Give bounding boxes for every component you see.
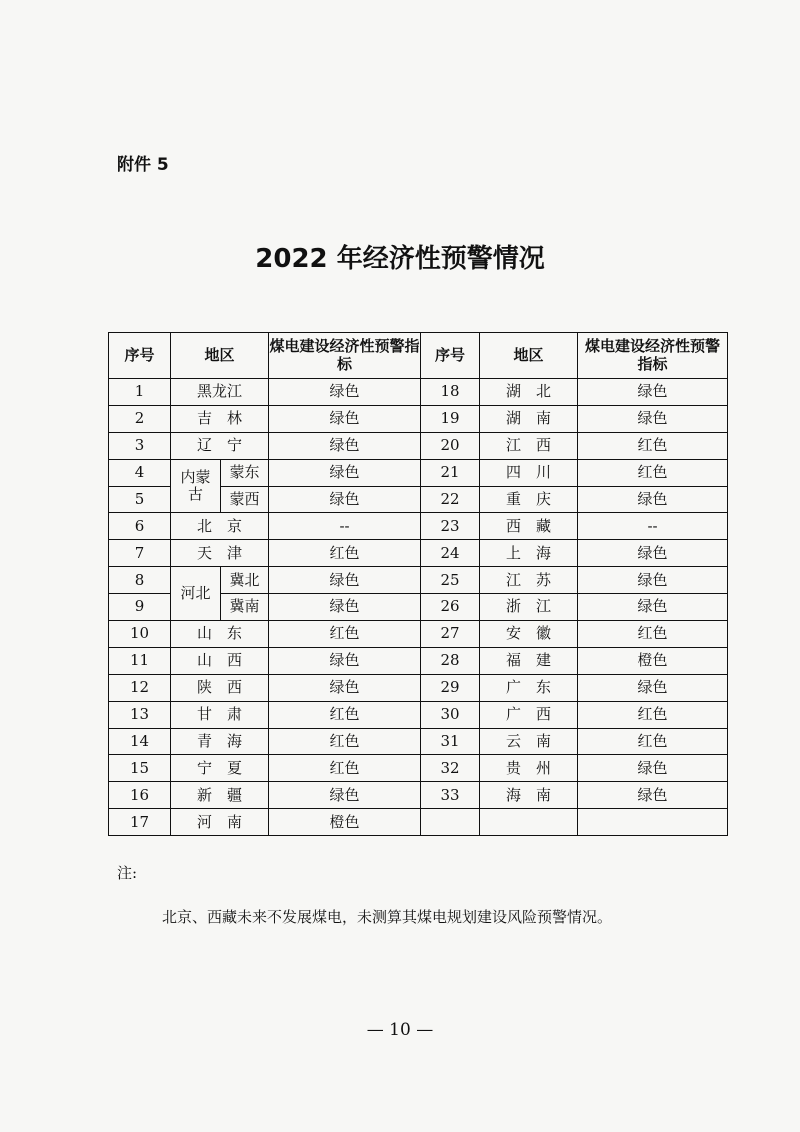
seq-cell: 25	[421, 567, 480, 594]
region-cell: 湖 北	[480, 379, 578, 406]
region-cell: 湖 南	[480, 405, 578, 432]
level-cell: 红色	[578, 432, 728, 459]
subregion-cell: 蒙西	[221, 486, 269, 513]
seq-cell: 8	[109, 567, 171, 594]
header-indicator-right: 煤电建设经济性预警指标	[578, 333, 728, 379]
table-row	[109, 809, 728, 836]
region-cell: 安 徽	[480, 621, 578, 648]
region-cell: 山 东	[171, 621, 269, 648]
table-row	[109, 701, 728, 728]
seq-cell: 29	[421, 674, 480, 701]
region-cell: 四 川	[480, 459, 578, 486]
table-row	[109, 405, 728, 432]
table-row	[109, 432, 728, 459]
empty-cell	[421, 809, 480, 836]
seq-cell: 5	[109, 486, 171, 513]
seq-cell: 11	[109, 647, 171, 674]
region-cell: 青 海	[171, 728, 269, 755]
table-row	[109, 513, 728, 540]
seq-cell: 32	[421, 755, 480, 782]
level-cell: 绿色	[578, 486, 728, 513]
table-header-row	[109, 333, 728, 379]
seq-cell: 4	[109, 459, 171, 486]
region-cell: 云 南	[480, 728, 578, 755]
empty-cell	[480, 809, 578, 836]
region-cell: 海 南	[480, 782, 578, 809]
seq-cell: 31	[421, 728, 480, 755]
subregion-cell: 冀南	[221, 594, 269, 621]
level-cell: 绿色	[269, 486, 421, 513]
seq-cell: 22	[421, 486, 480, 513]
region-cell: 上 海	[480, 540, 578, 567]
seq-cell: 7	[109, 540, 171, 567]
level-cell: 红色	[269, 755, 421, 782]
region-cell: 河 南	[171, 809, 269, 836]
level-cell: 绿色	[269, 459, 421, 486]
level-cell: --	[269, 513, 421, 540]
level-cell: 红色	[578, 728, 728, 755]
level-cell: 红色	[578, 701, 728, 728]
seq-cell: 23	[421, 513, 480, 540]
seq-cell: 15	[109, 755, 171, 782]
table-row	[109, 621, 728, 648]
level-cell: 红色	[578, 459, 728, 486]
region-cell: 北 京	[171, 513, 269, 540]
table-row	[109, 379, 728, 406]
level-cell: 绿色	[269, 647, 421, 674]
seq-cell: 17	[109, 809, 171, 836]
seq-cell: 2	[109, 405, 171, 432]
seq-cell: 24	[421, 540, 480, 567]
region-cell: 新 疆	[171, 782, 269, 809]
seq-cell: 13	[109, 701, 171, 728]
header-region-right: 地区	[480, 333, 578, 379]
seq-cell: 28	[421, 647, 480, 674]
level-cell: 橙色	[269, 809, 421, 836]
level-cell: 绿色	[269, 674, 421, 701]
warning-table	[108, 332, 728, 836]
header-seq-left: 序号	[109, 333, 171, 379]
level-cell: 绿色	[269, 782, 421, 809]
subregion-cell: 冀北	[221, 567, 269, 594]
level-cell: 绿色	[269, 594, 421, 621]
note-text: 北京、西藏未来不发展煤电，未测算其煤电规划建设风险预警情况。	[162, 908, 613, 926]
level-cell: 红色	[578, 621, 728, 648]
level-cell: 橙色	[578, 647, 728, 674]
table-row	[109, 728, 728, 755]
level-cell: 红色	[269, 728, 421, 755]
table-row	[109, 782, 728, 809]
header-indicator-left: 煤电建设经济性预警指标	[269, 333, 421, 379]
seq-cell: 14	[109, 728, 171, 755]
region-cell: 陕 西	[171, 674, 269, 701]
seq-cell: 9	[109, 594, 171, 621]
level-cell: 红色	[269, 540, 421, 567]
level-cell: 绿色	[269, 432, 421, 459]
table-row	[109, 755, 728, 782]
region-cell: 江 西	[480, 432, 578, 459]
region-cell: 福 建	[480, 647, 578, 674]
level-cell: 绿色	[578, 540, 728, 567]
header-seq-right: 序号	[421, 333, 480, 379]
seq-cell: 33	[421, 782, 480, 809]
region-cell: 吉 林	[171, 405, 269, 432]
table-row	[109, 674, 728, 701]
attachment-label: 附件 5	[117, 155, 169, 175]
seq-cell: 26	[421, 594, 480, 621]
level-cell: 绿色	[269, 379, 421, 406]
level-cell: 红色	[269, 621, 421, 648]
seq-cell: 20	[421, 432, 480, 459]
seq-cell: 27	[421, 621, 480, 648]
level-cell: 绿色	[578, 567, 728, 594]
note-label: 注:	[117, 864, 138, 882]
level-cell: 绿色	[578, 405, 728, 432]
region-cell: 山 西	[171, 647, 269, 674]
empty-cell	[578, 809, 728, 836]
region-cell: 天 津	[171, 540, 269, 567]
header-region-left: 地区	[171, 333, 269, 379]
seq-cell: 12	[109, 674, 171, 701]
seq-cell: 6	[109, 513, 171, 540]
seq-cell: 30	[421, 701, 480, 728]
region-cell: 广 西	[480, 701, 578, 728]
seq-cell: 18	[421, 379, 480, 406]
table-row	[109, 567, 728, 594]
table-row	[109, 647, 728, 674]
region-cell: 广 东	[480, 674, 578, 701]
seq-cell: 21	[421, 459, 480, 486]
seq-cell: 3	[109, 432, 171, 459]
seq-cell: 19	[421, 405, 480, 432]
seq-cell: 16	[109, 782, 171, 809]
region-cell: 重 庆	[480, 486, 578, 513]
seq-cell: 10	[109, 621, 171, 648]
region-cell: 宁 夏	[171, 755, 269, 782]
region-cell: 辽 宁	[171, 432, 269, 459]
level-cell: 绿色	[578, 782, 728, 809]
document-title: 2022 年经济性预警情况	[255, 244, 545, 274]
region-cell: 江 苏	[480, 567, 578, 594]
subregion-cell: 蒙东	[221, 459, 269, 486]
region-cell: 浙 江	[480, 594, 578, 621]
level-cell: 红色	[269, 701, 421, 728]
region-group-cell: 内蒙古	[171, 459, 221, 513]
seq-cell: 1	[109, 379, 171, 406]
level-cell: 绿色	[578, 594, 728, 621]
level-cell: --	[578, 513, 728, 540]
level-cell: 绿色	[578, 379, 728, 406]
region-cell: 贵 州	[480, 755, 578, 782]
region-cell: 甘 肃	[171, 701, 269, 728]
region-cell: 黑龙江	[171, 379, 269, 406]
table-row	[109, 540, 728, 567]
table-row	[109, 459, 728, 486]
region-cell: 西 藏	[480, 513, 578, 540]
region-group-cell: 河北	[171, 567, 221, 621]
level-cell: 绿色	[578, 674, 728, 701]
level-cell: 绿色	[578, 755, 728, 782]
level-cell: 绿色	[269, 405, 421, 432]
level-cell: 绿色	[269, 567, 421, 594]
page-number: — 10 —	[366, 1020, 434, 1040]
